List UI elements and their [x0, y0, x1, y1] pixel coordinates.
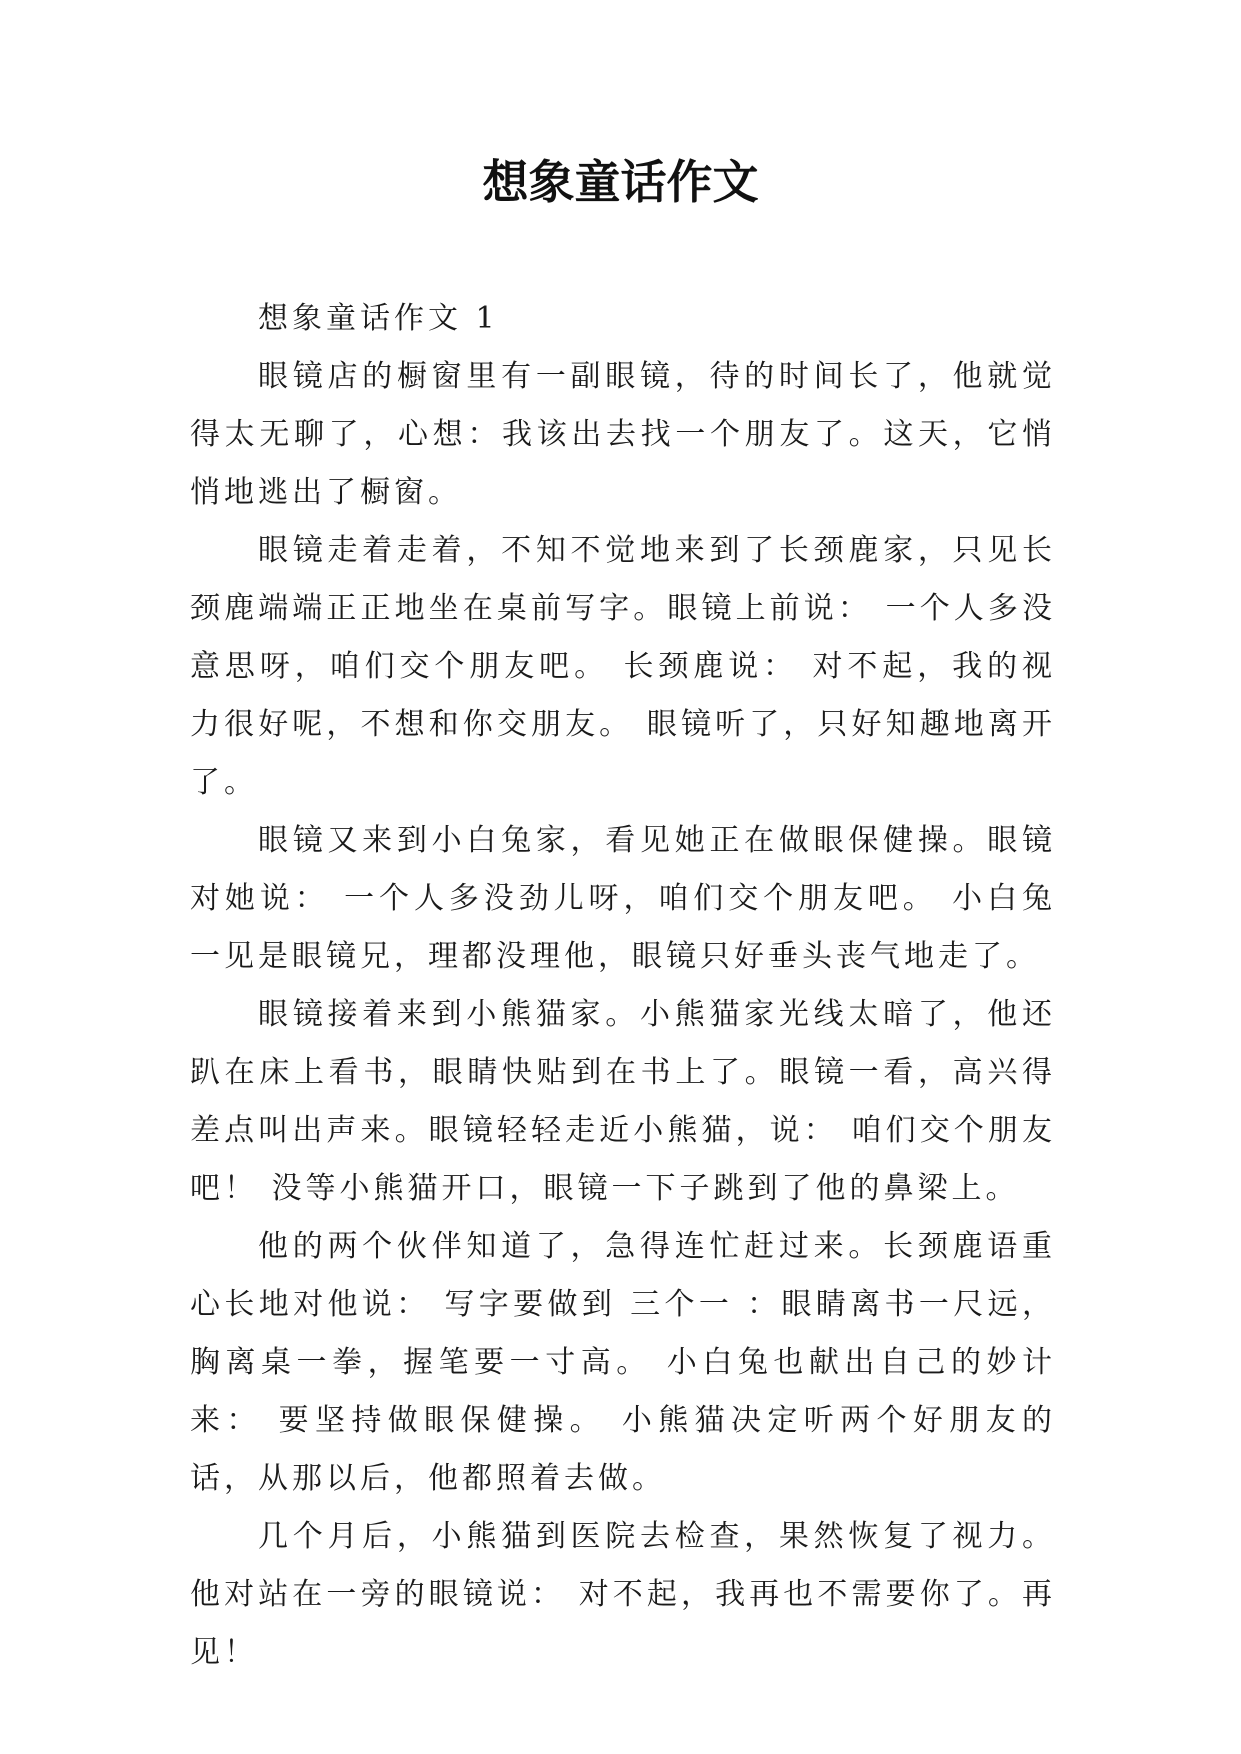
document-body [190, 290, 1056, 1682]
section-heading: 想象童话作文 1 [258, 301, 499, 336]
paragraph-5: 他的两个伙伴知道了，急得连忙赶过来。长颈鹿语重心长地对他说： 写字要做到 三个一 ：眼睛离书一尺远，胸离桌一拳，握笔要一寸高。 小白兔也献出自己的妙计来： 要坚持做眼保健操。 小熊猫决定听两个好朋友的话，从那以后，他都照着去做。 [190, 1229, 1056, 1496]
paragraph-6: 几个月后，小熊猫到医院去检查，果然恢复了视力。他对站在一旁的眼镜说： 对不起，我再也不需要你了。再见！ [190, 1519, 1056, 1670]
paragraph-3: 眼镜又来到小白兔家，看见她正在做眼保健操。眼镜对她说： 一个人多没劲儿呀，咱们交个朋友吧。 小白兔一见是眼镜兄，理都没理他，眼镜只好垂头丧气地走了。 [190, 823, 1056, 974]
paragraph-2: 眼镜走着走着，不知不觉地来到了长颈鹿家，只见长颈鹿端端正正地坐在桌前写字。眼镜上前说： 一个人多没意思呀，咱们交个朋友吧。 长颈鹿说： 对不起，我的视力很好呢，不想和你交朋友。 眼镜听了，只好知趣地离开了。 [190, 533, 1056, 800]
document-title: 想象童话作文 [482, 155, 759, 209]
paragraph-4: 眼镜接着来到小熊猫家。小熊猫家光线太暗了，他还趴在床上看书，眼睛快贴到在书上了。眼镜一看，高兴得差点叫出声来。眼镜轻轻走近小熊猫，说： 咱们交个朋友吧！ 没等小熊猫开口，眼镜一下子跳到了他的鼻梁上。 [190, 997, 1056, 1206]
paragraph-1: 眼镜店的橱窗里有一副眼镜，待的时间长了，他就觉得太无聊了，心想：我该出去找一个朋友了。这天，它悄悄地逃出了橱窗。 [190, 359, 1056, 510]
